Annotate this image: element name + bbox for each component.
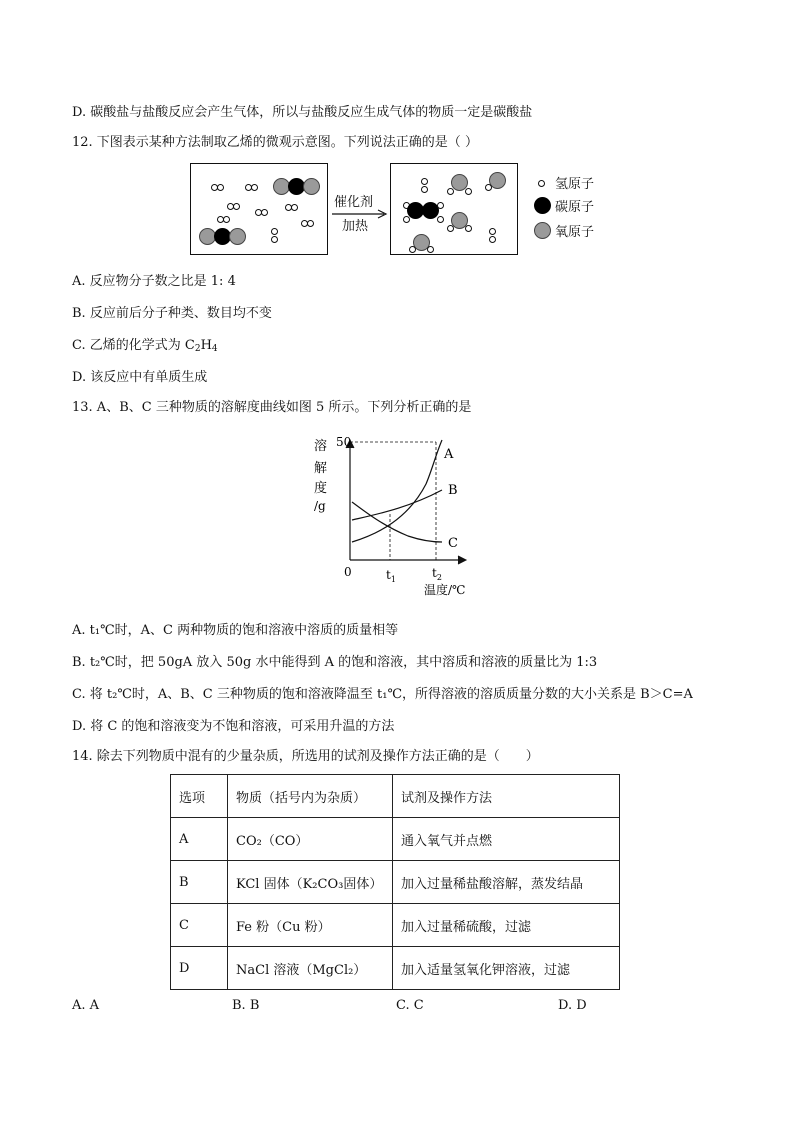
q12-option-b: B. 反应前后分子种类、数目均不变 [72,306,272,321]
y-tick-50: 50 [336,435,352,449]
condition-heat: 加热 [342,219,369,234]
table-row: B KCl 固体（K₂CO₃固体） 加入过量稀盐酸溶解，蒸发结晶 [171,861,620,904]
q13-option-d: D. 将 C 的饱和溶液变为不饱和溶液，可采用升温的方法 [72,719,395,734]
q13-stem: 13. A、B、C 三种物质的溶解度曲线如图 5 所示。下列分析正确的是 [72,400,472,415]
legend-carbon: 碳原子 [534,196,594,215]
products-box [390,163,518,255]
ylabel-char: /g [314,499,326,513]
condition-catalyst: 催化剂 [334,195,374,210]
q14-table [170,774,620,990]
q14-stem: 14. 除去下列物质中混有的少量杂质，所选用的试剂及操作方法正确的是（ ） [72,749,539,764]
header-option: 选项 [171,775,228,818]
x-axis-label: 温度/℃ [424,583,466,597]
curve-b [352,490,442,520]
x-axis-arrow [458,556,466,564]
header-method: 试剂及操作方法 [393,775,620,818]
ylabel-char: 度 [314,481,328,496]
q14-answer-c: C. C [396,998,424,1013]
q13-option-a: A. t₁℃时，A、C 两种物质的饱和溶液中溶质的质量相等 [72,623,399,638]
q12-option-c: C. 乙烯的化学式为 $C_2H_4$ [72,338,218,354]
table-row: D NaCl 溶液（MgCl₂） 加入适量氢氧化钾溶液，过滤 [171,947,620,990]
origin-label: 0 [344,565,352,579]
table-row: C Fe 粉（Cu 粉） 加入过量稀硫酸，过滤 [171,904,620,947]
oxygen-atom-icon [534,222,551,239]
hydrogen-atom-icon [538,180,545,187]
legend-hydrogen: 氢原子 [538,173,594,192]
table-header-row [171,775,620,818]
q12-option-a: A. 反应物分子数之比是 1: 4 [72,274,236,289]
molecule-diagram [190,163,610,259]
header-substance: 物质（括号内为杂质） [228,775,393,818]
x-tick-t1: $t_1$ [386,568,396,584]
reactants-box [190,163,328,255]
q14-answer-d: D. D [558,998,587,1013]
table-row: A CO₂（CO） 通入氧气并点燃 [171,818,620,861]
label-a: A [444,447,454,462]
q14-answer-b: B. B [232,998,260,1013]
q14-answer-a: A. A [72,998,100,1013]
q12-stem: 12. 下图表示某种方法制取乙烯的微观示意图。下列说法正确的是（ ） [72,135,478,150]
ylabel-char: 解 [314,461,328,476]
q13-option-c: C. 将 t₂℃时，A、B、C 三种物质的饱和溶液降温至 t₁℃，所得溶液的溶质质量分数的大小关系是 B＞C=A [72,687,693,702]
solubility-chart [308,434,488,604]
legend-oxygen: 氧原子 [534,221,594,240]
curve-a [352,440,442,542]
q13-option-b: B. t₂℃时，把 50gA 放入 50g 水中能得到 A 的饱和溶液，其中溶质和溶液的质量比为 1:3 [72,655,598,670]
q12-option-d: D. 该反应中有单质生成 [72,370,208,385]
label-c: C [448,536,458,551]
carbon-atom-icon [534,197,551,214]
ylabel-char: 溶 [314,439,328,454]
q11-option-d: D. 碳酸盐与盐酸反应会产生气体，所以与盐酸反应生成气体的物质一定是碳酸盐 [72,105,533,120]
x-tick-t2: $t_2$ [432,566,442,582]
label-b: B [448,483,458,498]
